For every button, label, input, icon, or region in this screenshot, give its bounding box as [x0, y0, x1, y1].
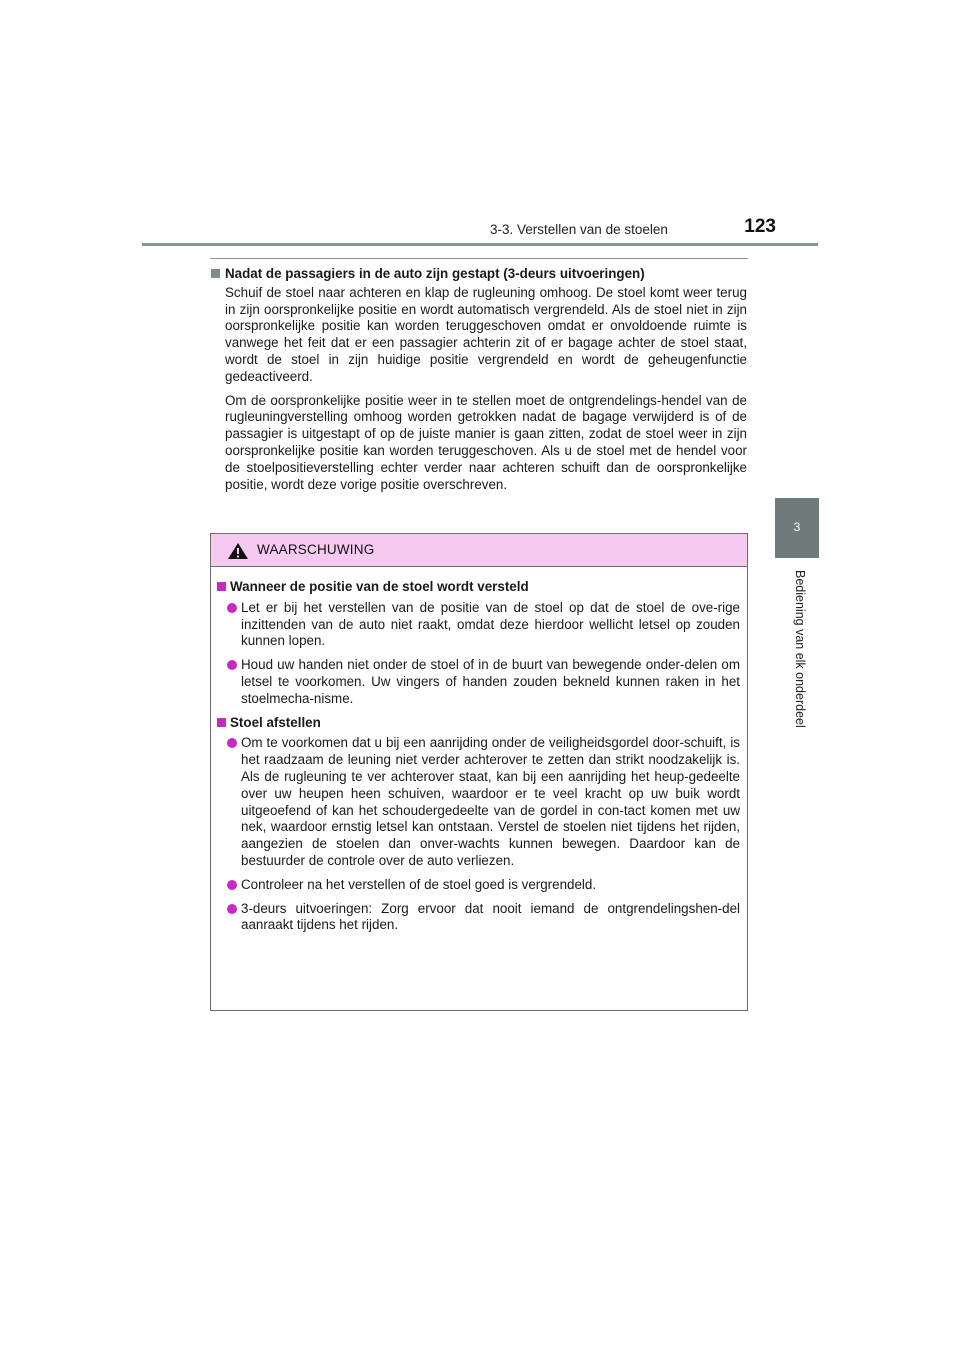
warning-subheading [217, 579, 740, 596]
warning-bullet [217, 877, 740, 894]
section-heading [211, 266, 747, 283]
bullet-dot-icon [227, 738, 237, 748]
main-content [211, 266, 747, 500]
header-divider [142, 243, 818, 246]
warning-body [211, 567, 747, 934]
content-top-rule [210, 258, 748, 259]
bullet-dot-icon [227, 880, 237, 890]
warning-triangle-icon [227, 542, 249, 560]
warning-bullet [217, 600, 740, 650]
warning-header [211, 534, 747, 567]
gray-square-icon [211, 269, 220, 278]
header-section-title: 3-3. Verstellen van de stoelen [490, 222, 668, 237]
body-paragraph-2: Om de oorspronkelijke positie weer in te stellen moet de ontgrendelings-hendel van de rugleuningverstelling omhoog worden getrokken nadat de bagage verwijderd is of de passagier is uitgestapt of op de juiste manier is gaan zitten, zodat de stoel weer in zijn oorspronkelijke positie kan worden teruggeschoven. Als u de stoel met de hendel voor de stoelpositieverstelling echter verder naar achteren schuift dan de oorspronkelijke positie, wordt deze vorige positie overschreven. [225, 392, 747, 492]
warning-bullet-text: Om te voorkomen dat u bij een aanrijding onder de veiligheidsgordel door-schuift, is het raadzaam de leuning niet verder achterover te zetten dan strikt noodzakelijk is. Als de rugleuning te ver achterover staat, kan bij een aanrijding het heup-gedeelte over uw heupen heen schuiven, waardoor er te veel kracht op uw buik wordt uitgeoefend of kan het schoudergedeelte van de gordel in con-tact komen met uw nek, waardoor ernstig letsel kan ontstaan. Verstel de stoelen niet tijdens het rijden, aangezien de stoelen dan onver-wachts kunnen bewegen. Daardoor kan de bestuurder de controle over de auto verliezen. [241, 735, 740, 868]
chapter-tab-number: 3 [793, 520, 801, 534]
warning-bullet-text: Let er bij het verstellen van de positie van de stoel op dat de stoel de ove-rige inzittenden van de auto niet raakt, omdat deze hierdoor wellicht letsel op zouden kunnen lopen. [241, 599, 740, 649]
bullet-dot-icon [227, 603, 237, 613]
warning-bullet-text: 3-deurs uitvoeringen: Zorg ervoor dat nooit iemand de ontgrendelingshen-del aanraakt tijdens het rijden. [241, 900, 740, 933]
section-heading-text: Nadat de passagiers in de auto zijn gestapt (3-deurs uitvoeringen) [225, 266, 645, 281]
bullet-dot-icon [227, 660, 237, 670]
warning-subheading-text: Wanneer de positie van de stoel wordt versteld [230, 579, 529, 594]
warning-subheading-text: Stoel afstellen [230, 714, 321, 730]
page-number: 123 [744, 216, 776, 237]
warning-box [210, 533, 748, 1011]
warning-bullet [217, 735, 740, 869]
warning-bullet [217, 657, 740, 707]
chapter-label: Bediening van elk onderdeel [793, 570, 807, 728]
warning-bullet [217, 901, 740, 935]
bullet-dot-icon [227, 904, 237, 914]
magenta-square-icon [217, 718, 226, 727]
warning-title: WAARSCHUWING [257, 542, 375, 557]
warning-bullet-text: Houd uw handen niet onder de stoel of in de buurt van bewegende onder-delen om letsel te voorkomen. Uw vingers of handen zouden bekneld kunnen raken in het stoelmecha-nisme. [241, 657, 740, 706]
magenta-square-icon [217, 582, 226, 591]
body-paragraph-1: Schuif de stoel naar achteren en klap de rugleuning omhoog. De stoel komt weer terug in zijn oorspronkelijke positie en wordt automatisch vergrendeld. Als de stoel niet in zijn oorspronkelijke positie kan worden teruggeschoven omdat er onvoldoende ruimte is vanwege het feit dat er een passagier achterin zit of er bagage achter de stoel staat, wordt de stoel in zijn huidige positie vergrendeld en wordt de geheugenfunctie gedeactiveerd. [225, 284, 747, 384]
warning-subheading [217, 715, 740, 732]
warning-bullet-text: Controleer na het verstellen of de stoel goed is vergrendeld. [241, 876, 597, 892]
